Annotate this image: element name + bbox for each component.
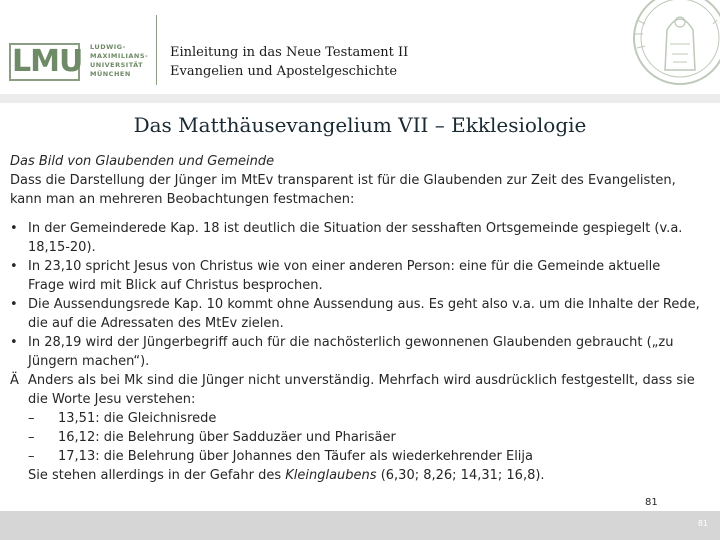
intro-paragraph: Dass die Darstellung der Jünger im MtEv transparent ist für die Glaubenden zur Zeit des Evangelisten, kann man an mehreren Beobachtungen festmachen: — [10, 173, 676, 207]
closing-text-after: (6,30; 8,26; 14,31; 16,8). — [376, 468, 545, 483]
logo-sub-line: MÜNCHEN — [90, 70, 131, 78]
slide-page-number: 81 — [645, 497, 658, 508]
header-bar — [0, 94, 720, 103]
logo-sub-line: MAXIMILIANS- — [90, 52, 149, 60]
header-title-line1: Einleitung in das Neue Testament II — [170, 45, 409, 60]
bullet-item — [10, 295, 700, 333]
lmu-logo-subtitle — [90, 43, 148, 79]
bullet-marker: • — [10, 221, 18, 236]
lmu-logo — [0, 0, 160, 96]
dash-text: 17,13: die Belehrung über Johannes den Täufer als wiederkehrender Elija — [58, 449, 534, 464]
dash-text: 16,12: die Belehrung über Sadduzäer und Pharisäer — [58, 430, 396, 445]
bullet-text: In 28,19 wird der Jüngerbegriff auch für die nachösterlich gewonnenen Glaubenden gebraucht („zu Jüngern machen“). — [28, 335, 674, 369]
footer-bar — [0, 511, 720, 540]
bullet-item — [10, 219, 700, 257]
logo-divider — [156, 15, 157, 85]
header-title-line2: Evangelien und Apostelgeschichte — [170, 64, 398, 79]
dash-text: 13,51: die Gleichnisrede — [58, 411, 217, 426]
arrow-text: Anders als bei Mk sind die Jünger nicht unverständig. Mehrfach wird ausdrücklich festgestellt, dass sie die Worte Jesu verstehen: — [28, 373, 695, 407]
header-title — [170, 43, 408, 81]
dash-marker: – — [28, 430, 35, 445]
bullet-item — [10, 257, 700, 295]
university-seal-icon — [625, 0, 720, 86]
arrow-item — [10, 371, 700, 409]
bullet-item — [10, 333, 700, 371]
arrow-marker: Ä — [10, 373, 19, 388]
dash-marker: – — [28, 449, 35, 464]
closing-text-before: Sie stehen allerdings in der Gefahr des — [28, 468, 286, 483]
bullet-marker: • — [10, 297, 18, 312]
bullet-text: Die Aussendungsrede Kap. 10 kommt ohne Aussendung aus. Es geht also v.a. um die Inhalte der Rede, die auf die Adressaten des MtEv zielen. — [28, 297, 700, 331]
section-subtitle: Das Bild von Glaubenden und Gemeinde — [10, 154, 275, 169]
header — [0, 0, 720, 96]
slide-title: Das Matthäusevangelium VII – Ekklesiologie — [133, 113, 587, 137]
dash-marker: – — [28, 411, 35, 426]
footer-page-number: 81 — [697, 519, 708, 528]
bullet-text: In der Gemeinderede Kap. 18 ist deutlich die Situation der sesshaften Ortsgemeinde gespiegelt (v.a. 18,15-20). — [28, 221, 683, 255]
slide-content — [10, 152, 700, 485]
dash-item — [10, 409, 700, 428]
logo-sub-line: UNIVERSITÄT — [90, 61, 144, 69]
logo-sub-line: LUDWIG- — [90, 43, 126, 51]
dash-item — [10, 428, 700, 447]
bullet-marker: • — [10, 259, 18, 274]
lmu-logo-text: LMU — [12, 44, 83, 79]
closing-line — [10, 466, 700, 485]
bullet-text: In 23,10 spricht Jesus von Christus wie von einer anderen Person: eine für die Gemeinde aktuelle Frage wird mit Blick auf Christus besprochen. — [28, 259, 661, 293]
closing-italic: Kleinglaubens — [285, 468, 377, 483]
bullet-marker: • — [10, 335, 18, 350]
dash-item — [10, 447, 700, 466]
